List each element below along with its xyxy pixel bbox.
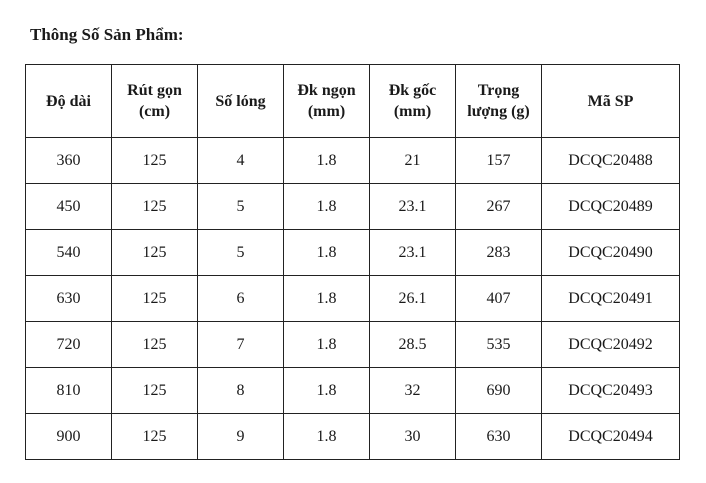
- cell-weight: 690: [456, 368, 542, 414]
- cell-product-code: DCQC20491: [542, 276, 680, 322]
- cell-weight: 535: [456, 322, 542, 368]
- cell-sections: 5: [198, 230, 284, 276]
- cell-base-diameter: 30: [370, 414, 456, 460]
- cell-collapsed-length: 125: [112, 414, 198, 460]
- cell-length: 720: [26, 322, 112, 368]
- cell-weight: 267: [456, 184, 542, 230]
- table-row: [26, 276, 680, 322]
- cell-collapsed-length: 125: [112, 368, 198, 414]
- cell-base-diameter: 26.1: [370, 276, 456, 322]
- cell-product-code: DCQC20490: [542, 230, 680, 276]
- cell-collapsed-length: 125: [112, 230, 198, 276]
- cell-base-diameter: 23.1: [370, 184, 456, 230]
- cell-length: 630: [26, 276, 112, 322]
- table-row: [26, 184, 680, 230]
- cell-base-diameter: 21: [370, 138, 456, 184]
- cell-tip-diameter: 1.8: [284, 230, 370, 276]
- cell-base-diameter: 23.1: [370, 230, 456, 276]
- cell-sections: 6: [198, 276, 284, 322]
- cell-sections: 7: [198, 322, 284, 368]
- cell-tip-diameter: 1.8: [284, 276, 370, 322]
- header-row: [26, 65, 680, 138]
- cell-product-code: DCQC20489: [542, 184, 680, 230]
- cell-tip-diameter: 1.8: [284, 322, 370, 368]
- header-length: Độ dài: [26, 65, 112, 138]
- cell-product-code: DCQC20493: [542, 368, 680, 414]
- table-row: [26, 368, 680, 414]
- cell-product-code: DCQC20488: [542, 138, 680, 184]
- cell-sections: 8: [198, 368, 284, 414]
- header-product-code: Mã SP: [542, 65, 680, 138]
- cell-product-code: DCQC20492: [542, 322, 680, 368]
- cell-tip-diameter: 1.8: [284, 184, 370, 230]
- cell-weight: 630: [456, 414, 542, 460]
- cell-collapsed-length: 125: [112, 276, 198, 322]
- cell-base-diameter: 32: [370, 368, 456, 414]
- cell-collapsed-length: 125: [112, 138, 198, 184]
- cell-length: 450: [26, 184, 112, 230]
- cell-collapsed-length: 125: [112, 184, 198, 230]
- cell-weight: 157: [456, 138, 542, 184]
- cell-length: 360: [26, 138, 112, 184]
- cell-length: 810: [26, 368, 112, 414]
- spec-table: [25, 64, 680, 460]
- cell-collapsed-length: 125: [112, 322, 198, 368]
- table-row: [26, 138, 680, 184]
- header-collapsed-length: Rút gọn (cm): [112, 65, 198, 138]
- header-weight: Trọng lượng (g): [456, 65, 542, 138]
- header-sections: Số lóng: [198, 65, 284, 138]
- cell-length: 540: [26, 230, 112, 276]
- cell-tip-diameter: 1.8: [284, 138, 370, 184]
- table-row: [26, 322, 680, 368]
- cell-weight: 283: [456, 230, 542, 276]
- cell-base-diameter: 28.5: [370, 322, 456, 368]
- cell-tip-diameter: 1.8: [284, 414, 370, 460]
- cell-weight: 407: [456, 276, 542, 322]
- cell-length: 900: [26, 414, 112, 460]
- page-title: Thông Số Sản Phẩm:: [30, 25, 184, 44]
- cell-sections: 5: [198, 184, 284, 230]
- table-row: [26, 230, 680, 276]
- cell-sections: 9: [198, 414, 284, 460]
- cell-tip-diameter: 1.8: [284, 368, 370, 414]
- header-tip-diameter: Đk ngọn (mm): [284, 65, 370, 138]
- table-row: [26, 414, 680, 460]
- cell-product-code: DCQC20494: [542, 414, 680, 460]
- header-base-diameter: Đk gốc (mm): [370, 65, 456, 138]
- cell-sections: 4: [198, 138, 284, 184]
